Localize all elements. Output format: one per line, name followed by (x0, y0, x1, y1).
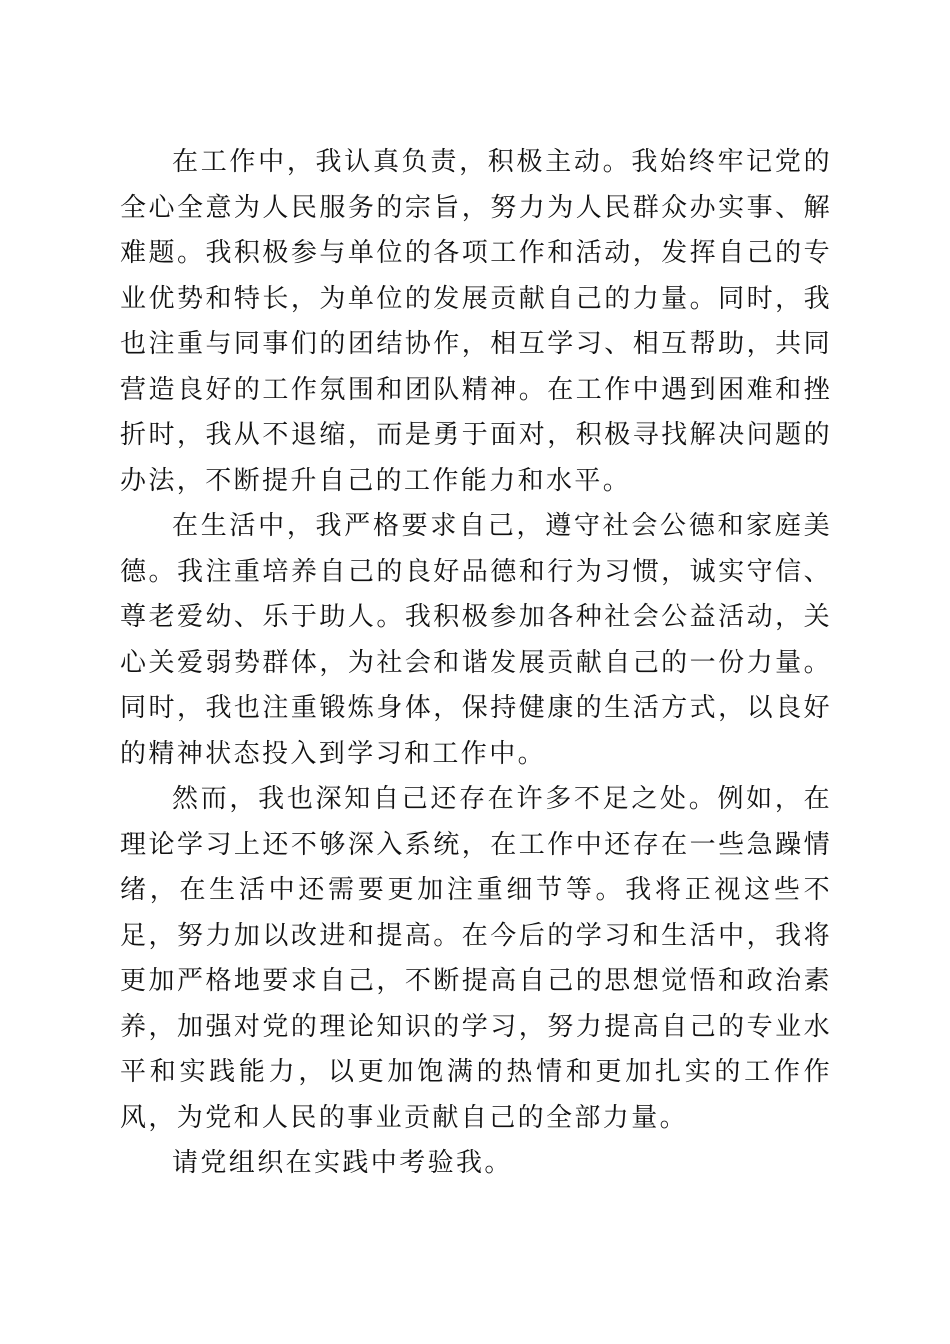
paragraph-life: 在生活中，我严格要求自己，遵守社会公德和家庭美德。我注重培养自己的良好品德和行为习惯，诚实守信、尊老爱幼、乐于助人。我积极参加各种社会公益活动，关心关爱弱势群体，为社会和谐发展贡献自己的一份力量。同时，我也注重锻炼身体，保持健康的生活方式，以良好的精神状态投入到学习和工作中。 (120, 511, 832, 769)
document-body (120, 140, 832, 1187)
paragraph-work: 在工作中，我认真负责，积极主动。我始终牢记党的全心全意为人民服务的宗旨，努力为人民群众办实事、解难题。我积极参与单位的各项工作和活动，发挥自己的专业优势和特长，为单位的发展贡献自己的力量。同时，我也注重与同事们的团结协作，相互学习、相互帮助，共同营造良好的工作氛围和团队精神。在工作中遇到困难和挫折时，我从不退缩，而是勇于面对，积极寻找解决问题的办法，不断提升自己的工作能力和水平。 (120, 147, 832, 496)
paragraph-shortcomings: 然而，我也深知自己还存在许多不足之处。例如，在理论学习上还不够深入系统，在工作中还存在一些急躁情绪，在生活中还需要更加注重细节等。我将正视这些不足，努力加以改进和提高。在今后的学习和生活中，我将更加严格地要求自己，不断提高自己的思想觉悟和政治素养，加强对党的理论知识的学习，努力提高自己的专业水平和实践能力，以更加饱满的热情和更加扎实的工作作风，为党和人民的事业贡献自己的全部力量。 (120, 784, 832, 1133)
paragraph-closing: 请党组织在实践中考验我。 (172, 1148, 513, 1178)
